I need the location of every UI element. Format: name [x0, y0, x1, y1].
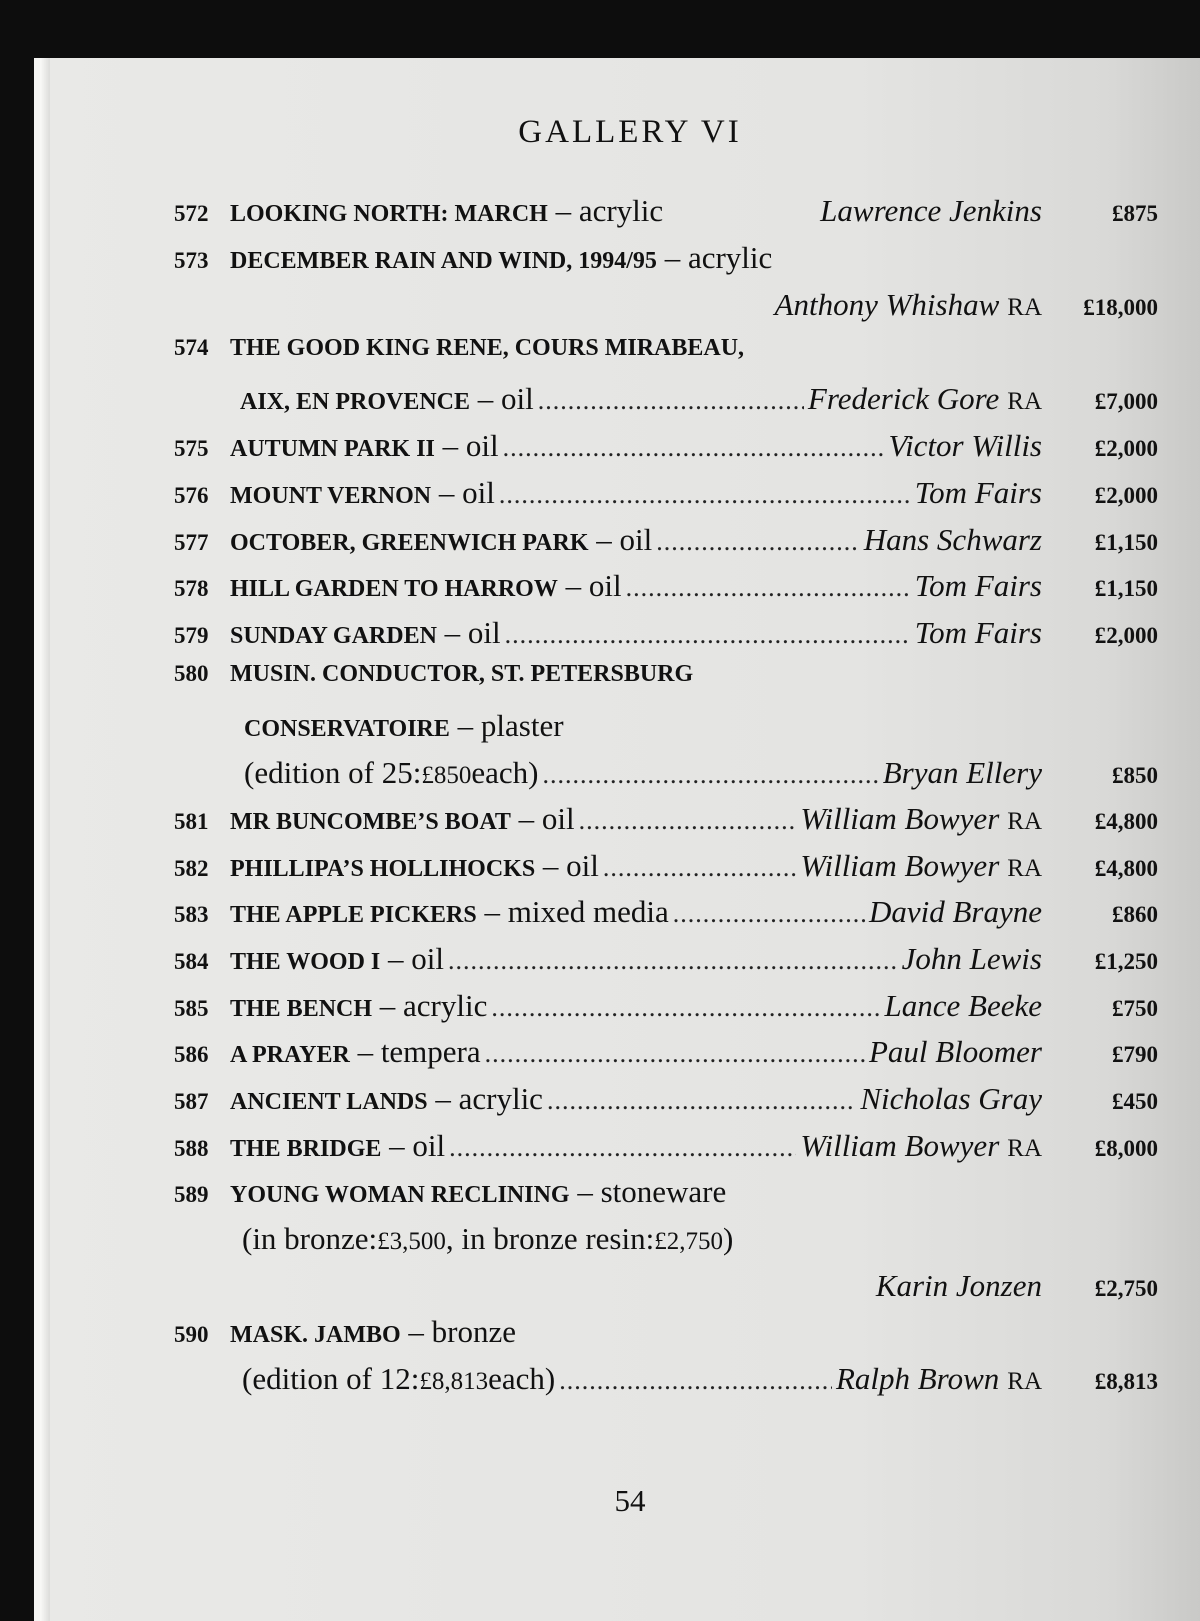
entry-number: 573 [174, 248, 209, 273]
entry-artist: William Bowyer [800, 801, 1000, 836]
entry-medium: acrylic [687, 240, 773, 275]
entry-title: THE WOOD I [230, 949, 381, 975]
entry-artist: John Lewis [901, 941, 1042, 976]
entry-price: £1,250 [1094, 949, 1158, 974]
page-number: 54 [614, 1483, 646, 1518]
entry-number: 586 [174, 1042, 209, 1067]
leader-dots [448, 946, 898, 976]
entry-medium: oil [619, 522, 653, 557]
entry-575 [174, 428, 1158, 474]
entry-574 [174, 335, 1158, 381]
entry-price: £2,750 [1094, 1276, 1158, 1301]
bronze-price: £3,500 [377, 1228, 446, 1255]
entry-title: MR BUNCOMBE’S BOAT [230, 809, 511, 835]
bronze-resin-note: , in bronze resin: [445, 1221, 655, 1256]
entry-586 [174, 1034, 1158, 1080]
edition-note: (edition of 25: [244, 755, 422, 790]
entry-artist: William Bowyer [800, 848, 1000, 883]
entry-separator: – [555, 193, 572, 228]
entry-medium: oil [462, 475, 495, 510]
bronze-resin-price: £2,750 [654, 1228, 723, 1255]
entry-number: 579 [174, 623, 209, 648]
entry-576 [174, 475, 1158, 521]
entry-medium: oil [501, 381, 534, 416]
entry-medium: plaster [480, 708, 564, 743]
entry-581 [174, 801, 1158, 847]
entry-573-artist-line [174, 287, 1158, 333]
entry-separator: – [565, 568, 582, 603]
bronze-note: (in bronze: [242, 1221, 378, 1256]
entry-title: DECEMBER RAIN AND WIND, 1994/95 [230, 248, 657, 274]
entry-title: LOOKING NORTH: MARCH [230, 201, 548, 227]
entry-577 [174, 522, 1158, 568]
leader-dots [542, 760, 878, 790]
entry-artist: Anthony Whishaw [774, 287, 1000, 322]
entry-separator: – [408, 1314, 424, 1349]
entry-title-continued: AIX, EN PROVENCE [240, 389, 471, 415]
entry-separator: – [442, 428, 459, 463]
entry-title: YOUNG WOMAN RECLINING [230, 1182, 570, 1208]
entry-title: MUSIN. CONDUCTOR, ST. PETERSBURG [230, 661, 694, 687]
entry-580-line-3 [174, 755, 1158, 801]
entry-579 [174, 615, 1158, 661]
entry-number: 577 [174, 530, 209, 555]
entry-589-artist-line [174, 1268, 1158, 1314]
entry-ra: RA [1007, 1135, 1042, 1162]
leader-dots [485, 1039, 865, 1069]
entry-price: £7,000 [1094, 389, 1158, 414]
entry-separator: – [438, 475, 455, 510]
entry-ra: RA [1007, 1368, 1042, 1395]
leader-dots [603, 853, 796, 883]
entry-separator: – [435, 1081, 451, 1116]
entry-medium: oil [467, 615, 501, 650]
entry-578 [174, 568, 1158, 614]
entry-medium: oil [566, 848, 599, 883]
entry-582 [174, 848, 1158, 894]
entry-medium: acrylic [458, 1081, 543, 1116]
entry-separator: – [596, 522, 612, 557]
entry-title: PHILLIPA’S HOLLIHOCKS [230, 856, 536, 882]
entry-price: £450 [1112, 1089, 1158, 1114]
entry-medium: oil [588, 568, 622, 603]
entry-artist: William Bowyer [800, 1128, 1000, 1163]
entry-number: 583 [174, 902, 209, 927]
entry-artist: Ralph Brown [835, 1361, 1000, 1396]
entry-589-line-2 [174, 1221, 1158, 1267]
edition-note-close: each) [488, 1361, 556, 1396]
entry-price: £850 [1112, 763, 1158, 788]
entry-ra: RA [1007, 294, 1042, 321]
entry-title: ANCIENT LANDS [230, 1089, 428, 1115]
entry-title: A PRAYER [230, 1042, 350, 1068]
entry-572 [174, 193, 1158, 239]
entry-artist: Frederick Gore [807, 381, 1000, 416]
entry-medium: oil [541, 801, 575, 836]
page-edge [40, 58, 50, 1621]
edition-price: £850 [421, 762, 472, 789]
entry-number: 576 [174, 483, 209, 508]
entry-artist: Paul Bloomer [868, 1034, 1042, 1069]
entry-price: £750 [1112, 996, 1158, 1021]
entry-580 [174, 661, 1158, 707]
entry-medium: tempera [380, 1034, 481, 1069]
entry-artist: David Brayne [868, 894, 1042, 929]
entry-number: 580 [174, 661, 209, 686]
entry-separator: – [664, 240, 681, 275]
leader-dots [505, 620, 911, 650]
entry-number: 584 [174, 949, 209, 974]
entry-separator: – [477, 381, 494, 416]
leader-dots [503, 433, 885, 463]
leader-dots [626, 573, 911, 603]
entry-artist: Bryan Ellery [882, 755, 1042, 790]
entry-medium: bronze [431, 1314, 517, 1349]
entry-583 [174, 894, 1158, 940]
entry-price: £8,813 [1094, 1369, 1158, 1394]
entry-number: 581 [174, 809, 209, 834]
entry-number: 585 [174, 996, 209, 1021]
entry-price: £8,000 [1094, 1136, 1158, 1161]
entry-580-line-2 [174, 708, 1158, 754]
entry-price: £860 [1112, 902, 1158, 927]
entry-585 [174, 988, 1158, 1034]
entry-title: OCTOBER, GREENWICH PARK [230, 530, 589, 556]
entry-ra: RA [1007, 808, 1042, 835]
entry-medium: oil [411, 941, 444, 976]
entry-ra: RA [1007, 855, 1042, 882]
entry-title: MASK. JAMBO [230, 1322, 401, 1348]
entry-medium: acrylic [578, 193, 664, 228]
edition-note: (edition of 12: [242, 1361, 420, 1396]
entry-title: HILL GARDEN TO HARROW [230, 576, 558, 602]
entry-separator: – [388, 941, 404, 976]
entry-title: THE APPLE PICKERS [230, 902, 477, 928]
leader-dots [499, 480, 911, 510]
leader-dots [491, 993, 880, 1023]
page-title: GALLERY VI [518, 114, 742, 150]
entry-price: £1,150 [1094, 576, 1158, 601]
entry-separator: – [484, 894, 500, 929]
entry-number: 574 [174, 335, 209, 360]
entry-587 [174, 1081, 1158, 1127]
entry-artist: Tom Fairs [914, 475, 1042, 510]
entry-590 [174, 1314, 1158, 1360]
entry-separator: – [457, 708, 474, 743]
leader-dots [673, 899, 865, 929]
entry-medium: acrylic [403, 988, 488, 1023]
entry-number: 588 [174, 1136, 209, 1161]
entry-artist: Karin Jonzen [875, 1268, 1042, 1303]
entry-589 [174, 1174, 1158, 1220]
entry-separator: – [379, 988, 396, 1023]
entry-artist: Lance Beeke [884, 988, 1042, 1023]
entry-price: £2,000 [1094, 483, 1158, 508]
entry-separator: – [577, 1174, 593, 1209]
entry-number: 582 [174, 856, 209, 881]
entry-price: £790 [1112, 1042, 1158, 1067]
entry-medium: oil [465, 428, 499, 463]
entry-590-line-2 [174, 1361, 1158, 1407]
entry-number: 587 [174, 1089, 209, 1114]
entry-artist: Victor Willis [888, 428, 1042, 463]
entry-574-line-2 [174, 381, 1158, 427]
entry-separator: – [389, 1128, 405, 1163]
entry-title-continued: CONSERVATOIRE [244, 716, 450, 742]
entry-price: £875 [1112, 201, 1158, 226]
entry-title: MOUNT VERNON [230, 483, 432, 509]
leader-dots [538, 386, 804, 416]
entry-price: £4,800 [1094, 856, 1158, 881]
entry-title: THE BRIDGE [230, 1136, 382, 1162]
leader-dots [656, 527, 860, 557]
entry-separator: – [518, 801, 535, 836]
entry-artist: Nicholas Gray [860, 1081, 1042, 1116]
entry-artist: Tom Fairs [914, 568, 1042, 603]
edition-note-close: each) [471, 755, 539, 790]
entry-artist: Lawrence Jenkins [820, 193, 1042, 228]
entry-separator: – [357, 1034, 374, 1069]
entry-price: £2,000 [1094, 623, 1158, 648]
entry-price: £18,000 [1083, 295, 1158, 320]
leader-dots [449, 1133, 796, 1163]
entry-title: SUNDAY GARDEN [230, 623, 437, 649]
entry-number: 575 [174, 436, 209, 461]
entry-price: £4,800 [1094, 809, 1158, 834]
entry-ra: RA [1007, 388, 1042, 415]
entry-medium: stoneware [600, 1174, 727, 1209]
entry-separator: – [444, 615, 461, 650]
entry-584 [174, 941, 1158, 987]
entry-number: 578 [174, 576, 209, 601]
entry-title: AUTUMN PARK II [230, 436, 435, 462]
leader-dots [579, 806, 797, 836]
entry-price: £2,000 [1094, 436, 1158, 461]
entry-separator: – [542, 848, 559, 883]
entry-artist: Hans Schwarz [863, 522, 1042, 557]
entry-title: THE GOOD KING RENE, COURS MIRABEAU, [230, 335, 745, 361]
leader-dots [547, 1086, 856, 1116]
entry-title: THE BENCH [230, 996, 373, 1022]
entry-number: 572 [174, 201, 209, 226]
entry-number: 589 [174, 1182, 209, 1207]
entry-price: £1,150 [1094, 530, 1158, 555]
entry-medium: mixed media [507, 894, 669, 929]
entry-number: 590 [174, 1322, 209, 1347]
note-close: ) [722, 1221, 734, 1256]
entry-573 [174, 240, 1158, 286]
edition-price: £8,813 [419, 1368, 489, 1395]
leader-dots [559, 1366, 832, 1396]
entry-588 [174, 1128, 1158, 1174]
entry-artist: Tom Fairs [914, 615, 1042, 650]
entry-medium: oil [412, 1128, 446, 1163]
